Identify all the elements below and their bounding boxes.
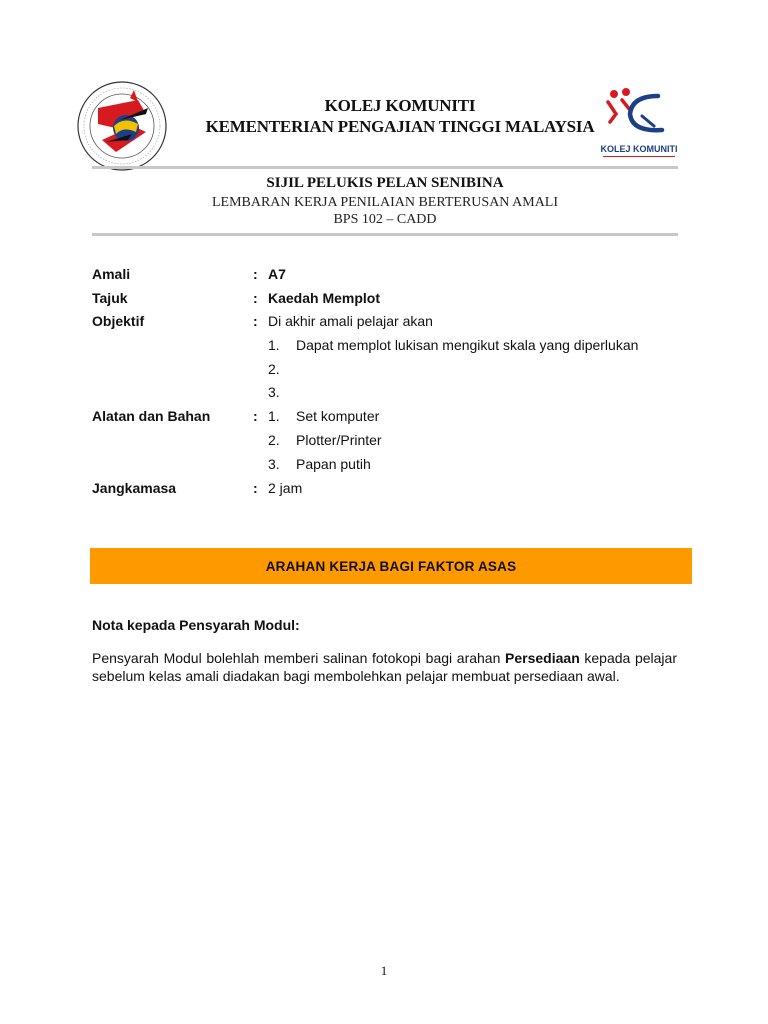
objektif-item-number: 1. [268, 337, 280, 353]
section-banner: ARAHAN KERJA BAGI FAKTOR ASAS [90, 548, 692, 584]
ministry-emblem-icon [76, 80, 168, 172]
kolej-komuniti-logo-icon [596, 86, 682, 156]
subject-code: BPS 102 – CADD [333, 212, 437, 227]
page-number: 1 [380, 963, 388, 978]
objektif-item-number: 2. [268, 361, 280, 377]
alatan-item-text: Set komputer [296, 408, 380, 424]
objektif-label: Objektif [92, 313, 145, 329]
alatan-label: Alatan dan Bahan [92, 408, 211, 424]
alatan-item-number: 1. [268, 408, 280, 424]
alatan-item-number: 2. [268, 432, 280, 448]
note-title: Nota kepada Pensyarah Modul: [92, 617, 300, 633]
objektif-value: Di akhir amali pelajar akan [268, 313, 433, 329]
tajuk-label: Tajuk [92, 290, 128, 306]
logo-right-label: KOLEJ KOMUNITI [600, 144, 678, 154]
colon: : [253, 480, 258, 496]
colon: : [253, 313, 258, 329]
objektif-item-number: 3. [268, 384, 280, 400]
sheet-title: LEMBARAN KERJA PENILAIAN BERTERUSAN AMALI [211, 195, 559, 210]
note-paragraph [92, 649, 677, 685]
course-title: SIJIL PELUKIS PELAN SENIBINA [266, 175, 504, 191]
alatan-item-text: Papan putih [296, 456, 371, 472]
colon: : [253, 408, 258, 424]
amali-value: A7 [268, 266, 286, 282]
jangkamasa-value: 2 jam [268, 480, 303, 496]
alatan-item-number: 3. [268, 456, 280, 472]
amali-label: Amali [92, 266, 131, 282]
colon: : [253, 266, 258, 282]
colon: : [253, 290, 258, 306]
header-line-1: KOLEJ KOMUNITI [324, 96, 476, 115]
header-line-2: KEMENTERIAN PENGAJIAN TINGGI MALAYSIA [205, 117, 595, 136]
tajuk-value: Kaedah Memplot [268, 290, 381, 306]
header-rule-bottom [92, 233, 678, 236]
note-text-before: Pensyarah Modul bolehlah memberi salinan fotokopi bagi arahan [92, 650, 506, 666]
jangkamasa-label: Jangkamasa [92, 480, 177, 496]
note-text-after: kepada pelajar sebelum kelas amali diadakan bagi membolehkan pelajar membuat persediaan awal. [92, 650, 677, 684]
alatan-item-text: Plotter/Printer [296, 432, 382, 448]
logo-right-underline [603, 156, 675, 157]
header-rule-top [92, 166, 678, 169]
note-text-bold: Persediaan [505, 650, 580, 666]
objektif-item-text: Dapat memplot lukisan mengikut skala yang diperlukan [296, 337, 639, 353]
